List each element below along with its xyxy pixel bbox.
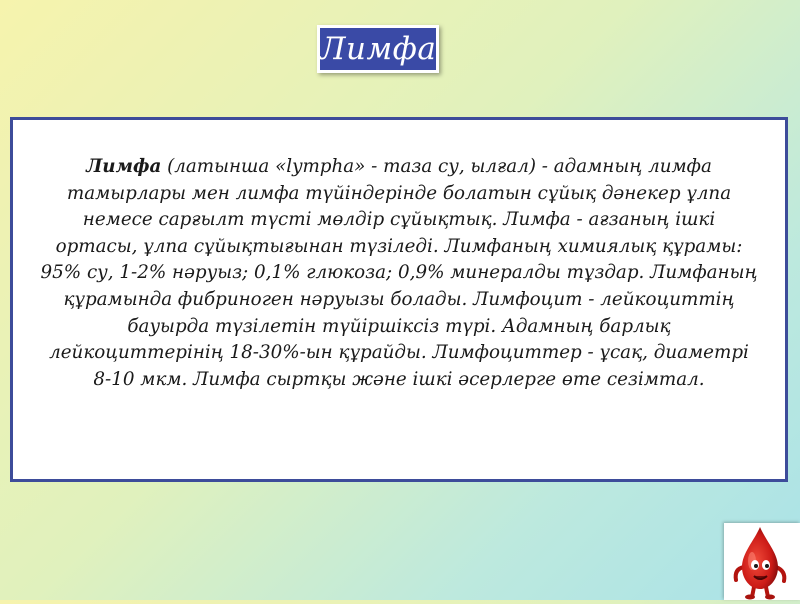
blood-drop-character-icon [724,523,800,600]
slide-title: Лимфа [319,31,437,67]
term-bold: Лимфа [86,156,162,177]
content-body: (латынша «lymрhа» - таза су, ылғал) - адамның лимфа тамырлары мен лимфа түйіндерінде болатын сұйық дәнекер ұлпа немесе сарғылт түсті мөлдір сұйықтық. Лимфа - ағзаның ішкі ортасы, ұлпа сұйықтығынан түзіледі. Лимфаның химиялық құрамы: 95% су, 1-2% нәруыз; 0,1% глюкоза; 0,9% минералды тұздар. Лимфаның құрамында фибриноген нәруызы болады. Лимфоцит - лейкоциттің бауырда түзілетін түйіршіксіз түрі. Адамның барлық лейкоциттерінің 18-30%-ын құрайды. Лимфоциттер - ұсақ, диаметрі 8-10 мкм. Лимфа сыртқы және ішкі әсерлерге өте сезімтал. [40,156,758,390]
title-box [317,25,439,73]
mascot-card [724,523,800,600]
content-paragraph [39,154,759,393]
content-box [10,117,788,482]
